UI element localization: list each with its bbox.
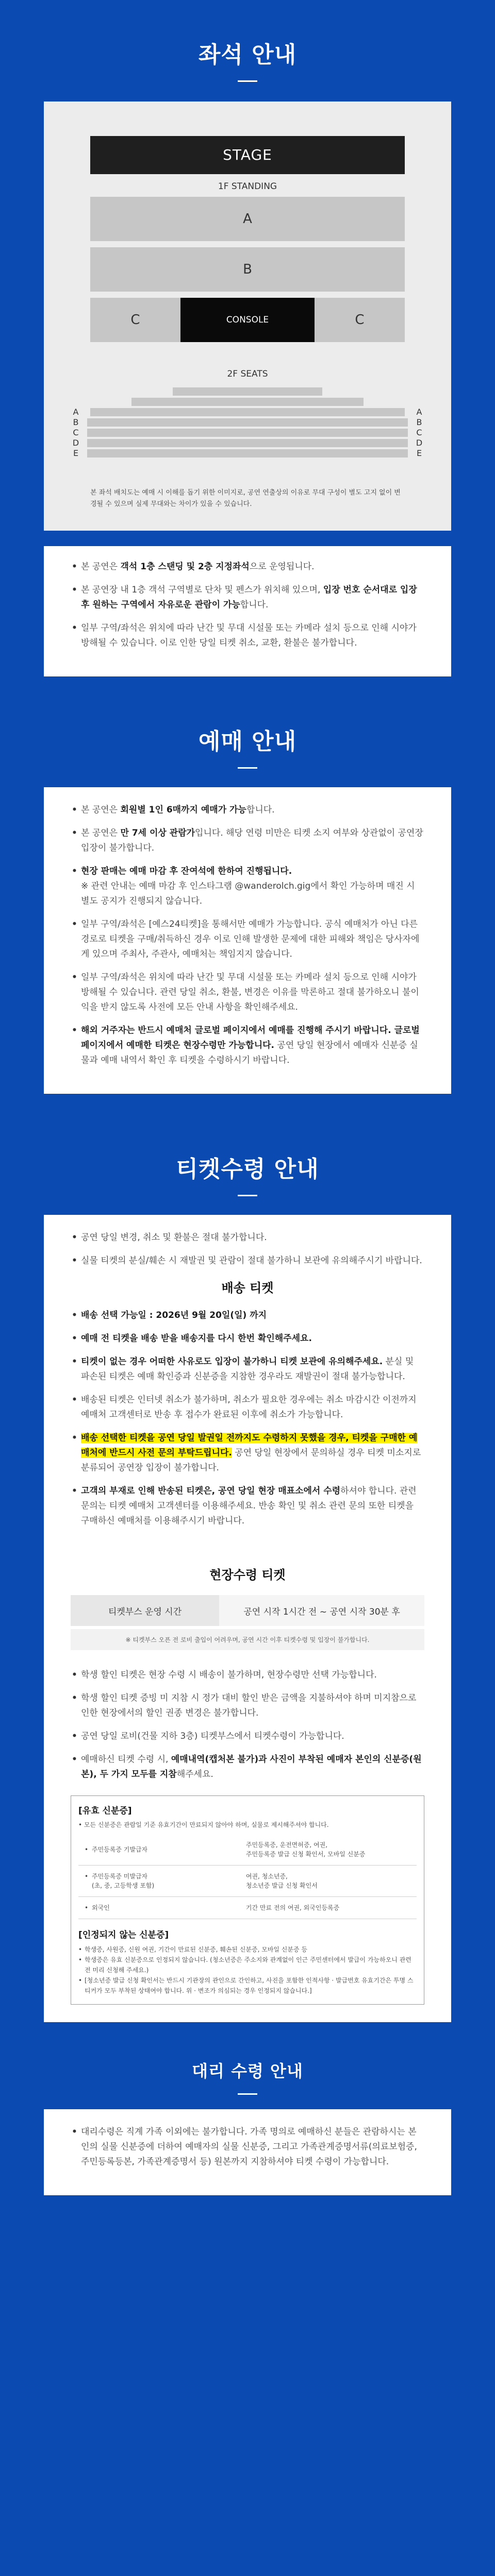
reserve-note-1: • 본 공연은 회원별 1인 6매까지 예매가 가능합니다. [71,803,424,818]
seating-map [44,101,451,531]
reserve-note-2: • 본 공연은 만 7세 이상 관람가입니다. 해당 연령 미만은 티켓 소지 여부와 상관없이 공연장 입장이 불가합니다. [71,826,424,856]
zone-a: A [90,197,405,241]
seat-note-1: • 본 공연은 객석 1층 스탠딩 및 2층 지정좌석으로 운영됩니다. [71,560,424,574]
delivery-note-3: • 티켓이 없는 경우 어떠한 사유로도 입장이 불가하니 티켓 보관에 유의해주세요. 분실 및 파손된 티켓은 예매 확인증과 신분증을 지참한 경우라도 재발권이 절대 불가능합니다. [71,1354,424,1384]
delivery-note-5: • 배송 선택한 티켓을 공연 당일 발권일 전까지도 수령하지 못했을 경우, 티켓을 구매한 예매처에 반드시 사전 문의 부탁드립니다. 공연 당일 현장에서 문의하실 경우 티켓 미소지로 분류되어 공연장 입장이 불가합니다. [71,1431,424,1476]
list-item: • [청소년증 발급 신청 확인서는 반드시 기관장의 관인으로 간인하고, 사진을 포함한 인적사항 · 발급번호 유효기간은 투명 스티커가 모두 부착된 상태여야 합니다. 위 · 변조가 의심되는 경우 인정되지 않습니다.] [78,1975,417,1996]
seat-tier [90,408,405,416]
proxy-note-1: • 대리수령은 직계 가족 이외에는 불가합니다. 가족 명의로 예매하신 분들은 관람하시는 본인의 실물 신분증에 더하여 예매자의 실물 신분증, 그리고 가족관계증명서류(의료보험증, 주민등록등본, 가족관계증명서 등) 원본까지 지참하셔야 티켓 수령이 가능합니다. [71,2125,424,2170]
booth-hours-value: 공연 시작 1시간 전 ~ 공연 시작 30분 후 [219,1595,424,1626]
reserve-note-3: • 현장 판매는 예매 마감 후 잔여석에 한하여 진행됩니다. ※ 관련 안내는 예매 마감 후 인스타그램 @wanderolch.gig에서 확인 가능하며 매진 시 별도 공지가 진행되지 않습니다. [71,864,424,909]
seat-tier [87,449,408,457]
table-row: • 주민등록증 미발급자 (초, 중, 고등학생 포함) 여권, 청소년증, 청소년증 발급 신청 확인서 [78,1866,417,1897]
reserve-note-5: • 일부 구역/좌석은 위치에 따라 난간 및 무대 시설물 또는 카메라 설치 등으로 인해 시야가 방해될 수 있습니다. 관련 당일 취소, 환불, 변경은 이유를 막론하고 절대 불가하오니 불이익을 받지 않도록 사전에 모든 안내 사항을 확인해주세요. [71,970,424,1015]
booth-hours-label: 티켓부스 운영 시간 [71,1595,219,1626]
proxy-notes [44,2109,451,2195]
seats-tiers [72,384,423,477]
zone-c-right: C [315,298,405,342]
reserve-section-title: 예매 안내 [0,723,495,769]
valid-id-subtitle: • 모든 신분증은 관람일 기준 유효기간이 만료되지 않아야 하며, 실물로 제시해주셔야 합니다. [78,1821,329,1828]
reserve-note-6: • 해외 거주자는 반드시 예매처 글로벌 페이지에서 예매를 진행해 주시기 바랍니다. 글로벌 페이지에서 예매한 티켓은 현장수령만 가능합니다. 공연 당일 현장에서 예매자 신분증 실물과 예매 내역서 확인 후 티켓을 수령하시기 바랍니다. [71,1023,424,1068]
table-row: • 외국인 기간 만료 전의 여권, 외국인등록증 [78,1897,417,1919]
zone-c-row [90,298,405,342]
seat-notes [44,546,451,676]
onsite-note-4: • 예매하신 티켓 수령 시, 예매내역(캡처본 불가)과 사진이 부착된 예매자 본인의 신분증(원본), 두 가지 모두를 지참해주세요. [71,1752,424,1782]
seat-tier [87,418,408,427]
valid-id-table [78,1834,417,1919]
table-row: • 주민등록증 기발급자 주민등록증, 운전면허증, 여권, 주민등록증 발급 신청 확인서, 모바일 신분증 [78,1834,417,1866]
delivery-note-2: • 예매 전 티켓을 배송 받을 배송지를 다시 한번 확인해주세요. [71,1331,424,1346]
console-block: CONSOLE [180,298,315,342]
ticket-panel [44,1215,451,2022]
seat-tier [87,439,408,447]
delivery-ticket-heading: 배송 티켓 [221,1281,274,1295]
list-item: • 학생증은 유효 신분증으로 인정되지 않습니다. (청소년증은 주소지와 관계없이 인근 주민센터에서 발급이 가능하오니 관련 전 미리 신청해 주세요.) [78,1955,417,1975]
ticket-note-2: • 실물 티켓의 분실/훼손 시 재발권 및 관람이 절대 불가하니 보관에 유의해주시기 바랍니다. [71,1253,424,1268]
booth-hours-note: ※ 티켓부스 오픈 전 로비 출입이 어려우며, 공연 시간 이후 티켓수령 및 입장이 불가합니다. [71,1629,424,1650]
valid-id-box [71,1795,424,2005]
seat-note-3: • 일부 구역/좌석은 위치에 따라 난간 및 무대 시설물 또는 카메라 설치 등으로 인해 시야가 방해될 수 있습니다. 이로 인한 당일 티켓 취소, 교환, 환불은 불가합니다. [71,621,424,651]
ticket-section-title: 티켓수령 안내 [0,1150,495,1196]
delivery-note-6: • 고객의 부재로 인해 반송된 티켓은, 공연 당일 현장 매표소에서 수령하셔야 합니다. 관련 문의는 티켓 예매처 고객센터를 이용해주세요. 반송 확인 및 취소 관련 문의 또한 티켓을 구매하신 예매처를 이용해주시기 바랍니다. [71,1484,424,1529]
row-letters-left: A B C D E [72,407,79,458]
onsite-ticket-heading: 현장수령 티켓 [209,1568,286,1582]
proxy-section-title: 대리 수령 안내 [0,2058,495,2095]
stage-block: STAGE [90,136,405,174]
onsite-note-1: • 학생 할인 티켓은 현장 수령 시 배송이 불가하며, 현장수령만 선택 가능합니다. [71,1668,424,1683]
delivery-note-4: • 배송된 티켓은 인터넷 취소가 불가하며, 취소가 필요한 경우에는 취소 마감시간 이전까지 예매처 고객센터로 반송 후 접수가 완료된 이후에 취소가 가능합니다. [71,1393,424,1422]
invalid-id-title: [인정되지 않는 신분증] [78,1930,169,1940]
invalid-id-list [78,1944,417,1996]
seat-section-title: 좌석 안내 [0,36,495,82]
zone-b: B [90,247,405,292]
row-letters-right: A B C D E [416,407,423,458]
zone-c-left: C [90,298,180,342]
seat-tier [131,398,364,406]
onsite-note-3: • 공연 당일 로비(건물 지하 3층) 티켓부스에서 티켓수령이 가능합니다. [71,1729,424,1744]
valid-id-title: [유효 신분증] [78,1806,132,1816]
seat-note-2: • 본 공연장 내 1층 객석 구역별로 단차 및 펜스가 위치해 있으며, 입장 번호 순서대로 입장 후 원하는 구역에서 자유로운 관람이 가능합니다. [71,583,424,613]
seats-label: 2F SEATS [227,369,268,379]
map-note: 본 좌석 배치도는 예매 시 이해를 돕기 위한 이미지로, 공연 연출상의 이유로 무대 구성이 별도 고지 없이 변경될 수 있으며 실제 무대와는 차이가 있을 수 있습니다. [90,489,401,508]
booth-hours-table [71,1595,424,1626]
ticket-note-1: • 공연 당일 변경, 취소 및 환불은 절대 불가합니다. [71,1230,424,1245]
delivery-note-1: • 배송 선택 가능일 : 2026년 9월 20일(일) 까지 [71,1308,424,1323]
onsite-note-2: • 학생 할인 티켓 증빙 미 지참 시 정가 대비 할인 받은 금액을 지불하셔야 하며 미지참으로 인한 현장에서의 할인 권종 변경은 불가합니다. [71,1691,424,1721]
reserve-note-4: • 일부 구역/좌석은 [예스24티켓]을 통해서만 예매가 가능합니다. 공식 예매처가 아닌 다른 경로로 티켓을 구매/취득하신 경우 이로 인해 발생한 문제에 대한 피해와 책임은 당사자에게 있으며 주최사, 주관사, 예매처는 책임지지 않습니다. [71,917,424,962]
seat-tier [87,429,408,437]
seat-tier [173,387,322,396]
standing-label: 1F STANDING [218,181,277,192]
list-item: • 학생증, 사원증, 신원 여권, 기간이 만료된 신분증, 훼손된 신분증, 모바일 신분증 등 [78,1944,417,1955]
reserve-notes [44,787,451,1094]
